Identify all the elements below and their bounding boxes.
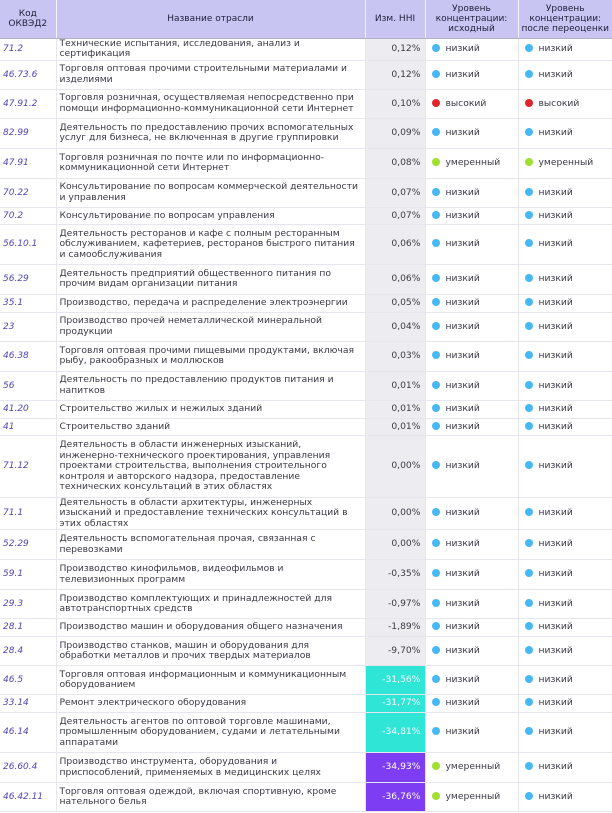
level-label: низкий: [538, 68, 573, 80]
hhi-change: 0,00%: [365, 530, 425, 560]
level-initial-cell: [425, 148, 518, 178]
level-after-cell: [518, 783, 612, 812]
hhi-change: 0,04%: [365, 312, 425, 341]
level-dot-icon: [432, 461, 440, 469]
level-dot-icon: [525, 381, 533, 389]
level-initial-cell: [425, 294, 518, 312]
hhi-change: 0,07%: [365, 207, 425, 224]
level-after-cell: [518, 148, 612, 178]
level-after-cell: [518, 637, 612, 666]
level-dot-icon: [432, 599, 440, 607]
level-dot-icon: [525, 461, 533, 469]
okved-code-link[interactable]: 26.60.4: [0, 753, 56, 783]
okved-code-link[interactable]: 46.14: [0, 713, 56, 753]
level-after-cell: [518, 560, 612, 590]
table-row[interactable]: [0, 371, 612, 400]
hhi-change: -9,70%: [365, 637, 425, 666]
level-label: низкий: [538, 186, 573, 198]
level-label: низкий: [538, 507, 573, 519]
level-initial-cell: [425, 435, 518, 497]
level-label: низкий: [445, 297, 480, 309]
level-dot-icon: [525, 44, 533, 52]
level-initial-cell: [425, 118, 518, 148]
okved-code-link[interactable]: 41.20: [0, 400, 56, 418]
industry-name: Строительство зданий: [56, 418, 365, 435]
okved-code-link[interactable]: 35.1: [0, 294, 56, 312]
industry-name: Деятельность в области архитектуры, инженерных изысканий и предоставление технических консультаций в этих областях: [56, 497, 365, 529]
hhi-change: -31,77%: [365, 695, 425, 713]
level-initial-cell: [425, 224, 518, 264]
level-label: низкий: [538, 379, 573, 391]
industry-name: Производство станков, машин и оборудования для обработки металлов и прочих твердых материалов: [56, 637, 365, 666]
level-label: низкий: [445, 597, 480, 609]
table-row[interactable]: [0, 60, 612, 89]
okved-code-link[interactable]: 52.29: [0, 530, 56, 560]
level-after-cell: [518, 753, 612, 783]
okved-code-link[interactable]: 29.3: [0, 590, 56, 619]
table-row[interactable]: [0, 666, 612, 695]
level-initial-cell: [425, 312, 518, 341]
level-label: низкий: [538, 297, 573, 309]
header-level-initial[interactable]: Уровень концентрации: исходный: [425, 0, 518, 39]
industry-name: Производство машин и оборудования общего назначения: [56, 619, 365, 637]
level-initial-cell: [425, 560, 518, 590]
level-initial-cell: [425, 418, 518, 435]
level-after-cell: [518, 207, 612, 224]
okved-code-link[interactable]: 46.42.11: [0, 783, 56, 812]
level-dot-icon: [525, 675, 533, 683]
level-label: низкий: [445, 673, 480, 685]
table-row[interactable]: [0, 713, 612, 753]
level-dot-icon: [432, 128, 440, 136]
level-after-cell: [518, 89, 612, 118]
hhi-change: 0,10%: [365, 89, 425, 118]
level-label: низкий: [538, 273, 573, 285]
level-dot-icon: [432, 158, 440, 166]
industry-name: Консультирование по вопросам управления: [56, 207, 365, 224]
level-dot-icon: [432, 322, 440, 330]
hhi-change: 0,01%: [365, 371, 425, 400]
table-row[interactable]: [0, 264, 612, 294]
industry-name: Строительство жилых и нежилых зданий: [56, 400, 365, 418]
level-label: низкий: [538, 209, 573, 221]
level-initial-cell: [425, 178, 518, 207]
level-label: низкий: [538, 761, 573, 773]
level-initial-cell: [425, 530, 518, 560]
okved-code-link[interactable]: 47.91.2: [0, 89, 56, 118]
level-label: низкий: [538, 644, 573, 656]
level-label: низкий: [445, 273, 480, 285]
level-after-cell: [518, 590, 612, 619]
level-dot-icon: [525, 188, 533, 196]
level-label: умеренный: [538, 157, 594, 169]
level-dot-icon: [432, 698, 440, 706]
level-label: низкий: [445, 350, 480, 362]
level-label: низкий: [445, 697, 480, 709]
header-code[interactable]: Код ОКВЭД2: [0, 0, 56, 39]
industry-name: Деятельность по предоставлению прочих вспомогательных услуг для бизнеса, не включенная в другие группировки: [56, 118, 365, 148]
level-dot-icon: [525, 158, 533, 166]
okved-code-link[interactable]: 47.91: [0, 148, 56, 178]
level-label: умеренный: [445, 157, 501, 169]
level-after-cell: [518, 39, 612, 61]
level-label: низкий: [445, 186, 480, 198]
hhi-change: -34,81%: [365, 713, 425, 753]
level-dot-icon: [432, 381, 440, 389]
level-label: низкий: [538, 621, 573, 633]
level-dot-icon: [432, 569, 440, 577]
level-dot-icon: [525, 698, 533, 706]
industry-name: Ремонт электрического оборудования: [56, 695, 365, 713]
level-dot-icon: [525, 792, 533, 800]
industry-name: Торговля розничная по почте или по информационно-коммуникационной сети Интернет: [56, 148, 365, 178]
level-label: низкий: [445, 43, 480, 55]
level-dot-icon: [525, 211, 533, 219]
level-label: низкий: [538, 420, 573, 432]
okved-code-link[interactable]: 56.10.1: [0, 224, 56, 264]
hhi-change: 0,01%: [365, 418, 425, 435]
hhi-change: -1,89%: [365, 619, 425, 637]
table-row[interactable]: [0, 619, 612, 637]
hhi-change: 0,07%: [365, 178, 425, 207]
industry-name: Производство, передача и распределение электроэнергии: [56, 294, 365, 312]
hhi-change: 0,08%: [365, 148, 425, 178]
level-after-cell: [518, 60, 612, 89]
level-dot-icon: [525, 322, 533, 330]
level-dot-icon: [525, 404, 533, 412]
okved-code-link[interactable]: 41: [0, 418, 56, 435]
table-row[interactable]: [0, 341, 612, 371]
level-dot-icon: [432, 298, 440, 306]
okved-code-link[interactable]: 33.14: [0, 695, 56, 713]
industry-name: Деятельность агентов по оптовой торговле машинами, промышленным оборудованием, судами и летательными аппаратами: [56, 713, 365, 753]
hhi-change: 0,09%: [365, 118, 425, 148]
level-dot-icon: [525, 70, 533, 78]
table-row[interactable]: [0, 39, 612, 61]
level-after-cell: [518, 224, 612, 264]
level-after-cell: [518, 695, 612, 713]
level-label: низкий: [445, 127, 480, 139]
level-initial-cell: [425, 60, 518, 89]
level-label: высокий: [445, 97, 487, 109]
okved-code-link[interactable]: 70.2: [0, 207, 56, 224]
level-dot-icon: [432, 422, 440, 430]
okved-code-link[interactable]: 23: [0, 312, 56, 341]
header-level-after[interactable]: Уровень концентрации: после переоценки: [518, 0, 612, 39]
level-initial-cell: [425, 497, 518, 529]
level-dot-icon: [525, 508, 533, 516]
level-dot-icon: [525, 99, 533, 107]
table-row[interactable]: [0, 530, 612, 560]
hhi-change: 0,03%: [365, 341, 425, 371]
table-row[interactable]: [0, 400, 612, 418]
level-initial-cell: [425, 400, 518, 418]
okved-code-link[interactable]: 28.4: [0, 637, 56, 666]
level-dot-icon: [432, 351, 440, 359]
level-after-cell: [518, 312, 612, 341]
industry-name: Деятельность предприятий общественного питания по прочим видам организации питания: [56, 264, 365, 294]
hhi-change: -36,76%: [365, 783, 425, 812]
level-initial-cell: [425, 264, 518, 294]
level-initial-cell: [425, 666, 518, 695]
table-row[interactable]: [0, 207, 612, 224]
level-dot-icon: [525, 274, 533, 282]
level-label: низкий: [445, 568, 480, 580]
industry-name: Производство инструмента, оборудования и приспособлений, применяемых в медицинских целях: [56, 753, 365, 783]
okved-code-link[interactable]: 70.22: [0, 178, 56, 207]
level-dot-icon: [525, 539, 533, 547]
level-label: низкий: [445, 238, 480, 250]
industry-name: Деятельность ресторанов и кафе с полным ресторанным обслуживанием, кафетериев, ресторанов быстрого питания и самообслуживания: [56, 224, 365, 264]
level-initial-cell: [425, 753, 518, 783]
table-body: [0, 39, 612, 812]
level-after-cell: [518, 341, 612, 371]
industry-name: Деятельность в области инженерных изысканий, инженерно-технического проектирования, управления проектами строительства, выполнения строительного контроля и авторского надзора, предоставление технических консультаций в этих областях: [56, 435, 365, 497]
okved-code-link[interactable]: 28.1: [0, 619, 56, 637]
level-after-cell: [518, 118, 612, 148]
level-dot-icon: [432, 404, 440, 412]
industry-name: Технические испытания, исследования, анализ и сертификация: [56, 39, 365, 61]
okved-code-link[interactable]: 59.1: [0, 560, 56, 590]
level-after-cell: [518, 435, 612, 497]
okved-code-link[interactable]: 71.1: [0, 497, 56, 529]
level-after-cell: [518, 497, 612, 529]
table-row[interactable]: [0, 497, 612, 529]
okved-code-link[interactable]: 71.12: [0, 435, 56, 497]
hhi-change: 0,00%: [365, 435, 425, 497]
level-label: низкий: [538, 538, 573, 550]
level-label: умеренный: [445, 790, 501, 802]
okved-code-link[interactable]: 71.2: [0, 39, 56, 61]
level-initial-cell: [425, 637, 518, 666]
level-dot-icon: [525, 128, 533, 136]
level-dot-icon: [525, 239, 533, 247]
level-after-cell: [518, 619, 612, 637]
level-dot-icon: [525, 622, 533, 630]
level-dot-icon: [432, 274, 440, 282]
level-label: низкий: [538, 460, 573, 472]
table-row[interactable]: [0, 89, 612, 118]
level-initial-cell: [425, 371, 518, 400]
level-initial-cell: [425, 89, 518, 118]
okved-code-link[interactable]: 56: [0, 371, 56, 400]
level-after-cell: [518, 371, 612, 400]
header-hhi[interactable]: Изм. HHI: [365, 0, 425, 39]
level-dot-icon: [525, 599, 533, 607]
okved-code-link[interactable]: 56.29: [0, 264, 56, 294]
okved-code-link[interactable]: 46.38: [0, 341, 56, 371]
level-dot-icon: [432, 188, 440, 196]
okved-code-link[interactable]: 82.99: [0, 118, 56, 148]
hhi-change: -0,35%: [365, 560, 425, 590]
level-dot-icon: [525, 762, 533, 770]
hhi-change: -0,97%: [365, 590, 425, 619]
level-initial-cell: [425, 713, 518, 753]
hhi-change: 0,05%: [365, 294, 425, 312]
level-dot-icon: [432, 727, 440, 735]
table-row[interactable]: [0, 695, 612, 713]
level-label: низкий: [445, 621, 480, 633]
level-initial-cell: [425, 619, 518, 637]
industry-name: Производство прочей неметаллической минеральной продукции: [56, 312, 365, 341]
level-dot-icon: [525, 646, 533, 654]
level-label: низкий: [538, 726, 573, 738]
okved-code-link[interactable]: 46.73.6: [0, 60, 56, 89]
level-label: высокий: [538, 97, 580, 109]
table-row[interactable]: [0, 312, 612, 341]
level-dot-icon: [432, 508, 440, 516]
level-after-cell: [518, 418, 612, 435]
hhi-change: 0,00%: [365, 497, 425, 529]
hhi-change: -34,93%: [365, 753, 425, 783]
hhi-change: 0,06%: [365, 264, 425, 294]
level-after-cell: [518, 400, 612, 418]
level-label: умеренный: [445, 761, 501, 773]
table-row[interactable]: [0, 148, 612, 178]
level-label: низкий: [538, 43, 573, 55]
level-label: низкий: [445, 538, 480, 550]
table-row[interactable]: [0, 753, 612, 783]
level-label: низкий: [538, 568, 573, 580]
level-label: низкий: [445, 507, 480, 519]
table-row[interactable]: [0, 294, 612, 312]
okved-code-link[interactable]: 46.5: [0, 666, 56, 695]
industry-name: Торговля оптовая одеждой, включая спортивную, кроме нательного белья: [56, 783, 365, 812]
table-row[interactable]: [0, 560, 612, 590]
hhi-change: 0,06%: [365, 224, 425, 264]
table-row[interactable]: [0, 418, 612, 435]
level-label: низкий: [445, 403, 480, 415]
table-row[interactable]: [0, 637, 612, 666]
level-initial-cell: [425, 783, 518, 812]
level-after-cell: [518, 178, 612, 207]
level-dot-icon: [432, 70, 440, 78]
level-label: низкий: [445, 320, 480, 332]
level-label: низкий: [445, 420, 480, 432]
level-label: низкий: [445, 379, 480, 391]
level-label: низкий: [538, 697, 573, 709]
level-dot-icon: [432, 675, 440, 683]
level-label: низкий: [538, 790, 573, 802]
level-dot-icon: [525, 569, 533, 577]
level-initial-cell: [425, 695, 518, 713]
level-dot-icon: [432, 44, 440, 52]
level-label: низкий: [445, 209, 480, 221]
industry-name: Производство кинофильмов, видеофильмов и телевизионных программ: [56, 560, 365, 590]
table-row[interactable]: [0, 435, 612, 497]
industry-name: Деятельность по предоставлению продуктов питания и напитков: [56, 371, 365, 400]
level-initial-cell: [425, 341, 518, 371]
hhi-change: 0,12%: [365, 60, 425, 89]
level-label: низкий: [445, 68, 480, 80]
table-header-row: [0, 0, 612, 39]
level-dot-icon: [525, 351, 533, 359]
level-dot-icon: [432, 646, 440, 654]
level-after-cell: [518, 666, 612, 695]
level-initial-cell: [425, 39, 518, 61]
industry-name: Торговля оптовая прочими строительными материалами и изделиями: [56, 60, 365, 89]
table-row[interactable]: [0, 224, 612, 264]
level-label: низкий: [445, 460, 480, 472]
level-after-cell: [518, 294, 612, 312]
level-initial-cell: [425, 590, 518, 619]
level-label: низкий: [538, 127, 573, 139]
level-label: низкий: [538, 238, 573, 250]
level-label: низкий: [538, 320, 573, 332]
industry-name: Деятельность вспомогательная прочая, связанная с перевозками: [56, 530, 365, 560]
level-dot-icon: [432, 762, 440, 770]
hhi-change: -31,56%: [365, 666, 425, 695]
industry-name: Производство комплектующих и принадлежностей для автотранспортных средств: [56, 590, 365, 619]
hhi-change: 0,01%: [365, 400, 425, 418]
table-row[interactable]: [0, 783, 612, 812]
level-label: низкий: [538, 403, 573, 415]
industry-name: Консультирование по вопросам коммерческой деятельности и управления: [56, 178, 365, 207]
level-dot-icon: [432, 239, 440, 247]
level-dot-icon: [432, 99, 440, 107]
header-name[interactable]: Название отрасли: [56, 0, 365, 39]
level-label: низкий: [538, 673, 573, 685]
level-dot-icon: [525, 422, 533, 430]
level-dot-icon: [432, 622, 440, 630]
level-dot-icon: [525, 298, 533, 306]
level-dot-icon: [432, 211, 440, 219]
table-row[interactable]: [0, 590, 612, 619]
level-after-cell: [518, 530, 612, 560]
level-label: низкий: [445, 726, 480, 738]
level-dot-icon: [432, 792, 440, 800]
level-after-cell: [518, 264, 612, 294]
level-label: низкий: [538, 350, 573, 362]
level-label: низкий: [538, 597, 573, 609]
industry-name: Торговля оптовая прочими пищевыми продуктами, включая рыбу, ракообразных и моллюсков: [56, 341, 365, 371]
level-dot-icon: [432, 539, 440, 547]
hhi-change: 0,12%: [365, 39, 425, 61]
industry-name: Торговля розничная, осуществляемая непосредственно при помощи информационно-коммуникационной сети Интернет: [56, 89, 365, 118]
level-after-cell: [518, 713, 612, 753]
industry-name: Торговля оптовая информационным и коммуникационным оборудованием: [56, 666, 365, 695]
level-dot-icon: [525, 727, 533, 735]
table-row[interactable]: [0, 118, 612, 148]
level-label: низкий: [445, 644, 480, 656]
level-initial-cell: [425, 207, 518, 224]
table-row[interactable]: [0, 178, 612, 207]
